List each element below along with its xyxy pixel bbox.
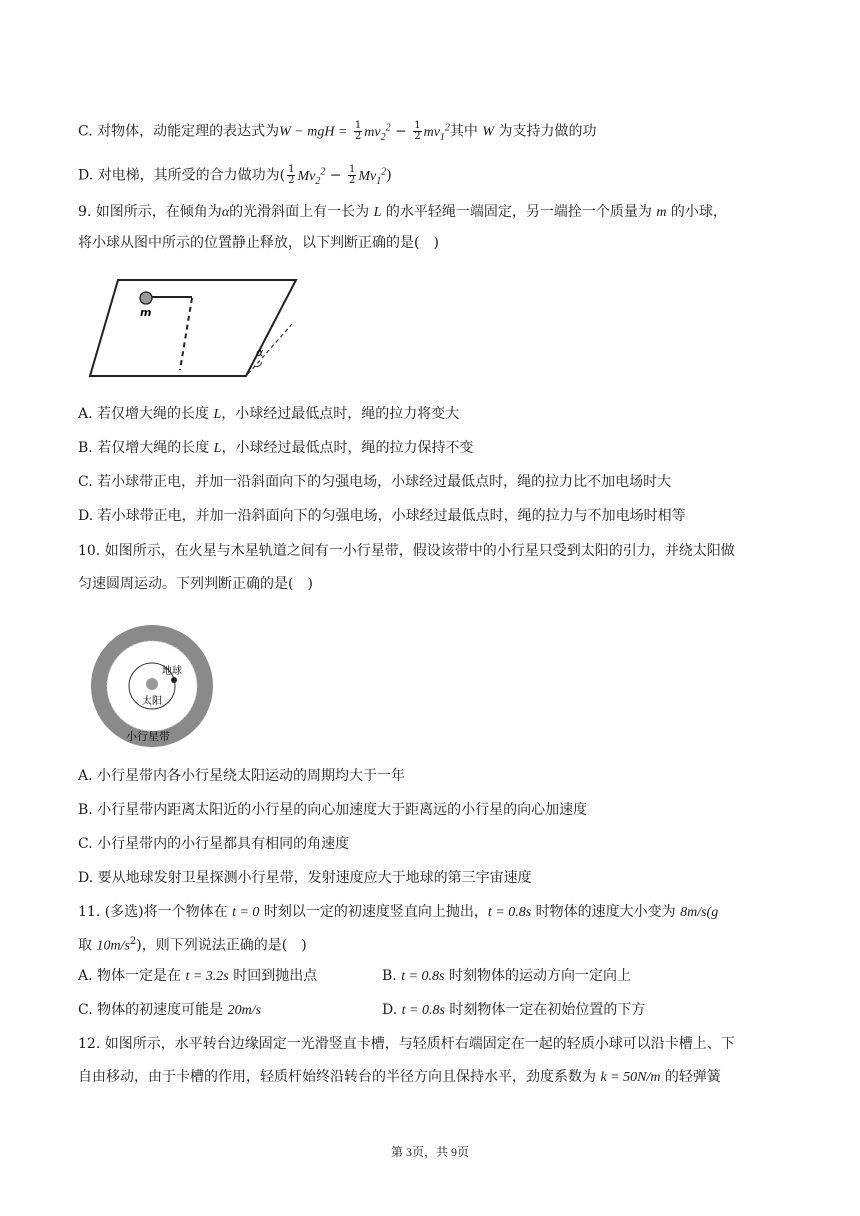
q12-stem-line-2: 自由移动，由于卡槽的作用，轻质杆始终沿转台的半径方向且保持水平，劲度系数为 k = 50N/m 的轻弹簧 xyxy=(78,1069,721,1085)
q9-stem-line-2: 将小球从图中所示的位置静止释放，以下判断正确的是( ) xyxy=(78,235,439,251)
q9-stem-line-1: 9. 如图所示，在倾角为α的光滑斜面上有一长为 L 的水平轻绳一端固定，另一端拴一个质量为 m 的小球， xyxy=(78,204,727,220)
q9-option-a: A. 若仅增大绳的长度 L，小球经过最低点时，绳的拉力将变大 xyxy=(78,406,460,422)
q9-option-b: B. 若仅增大绳的长度 L，小球经过最低点时，绳的拉力保持不变 xyxy=(78,440,474,456)
mass-label: m xyxy=(140,306,152,319)
angle-label: α xyxy=(256,346,264,359)
incline-plane xyxy=(90,280,296,376)
q10-stem-line-2: 匀速圆周运动。下列判断正确的是( ) xyxy=(78,576,313,592)
sun xyxy=(146,678,158,690)
q11-stem-line-2: 取 $10m/s^2$)，则下列说法正确的是( ) xyxy=(78,936,307,954)
q8-option-c: C. 对物体，动能定理的表达式为W − mgH = $\frac{1}{2}$ $mv_2^2$ − $\frac{1}{2}$ $mv_1^2$其中 W 为支持力做的功 xyxy=(78,120,597,143)
q11-stem-line-1: 11. (多选)将一个物体在 t = 0 时刻以一定的初速度竖直向上抛出，t = 0.8s 时物体的速度大小变为 8m/s(g xyxy=(78,904,719,920)
q10-figure xyxy=(90,624,214,748)
q9-figure xyxy=(88,276,298,382)
q10-option-a: A. 小行星带内各小行星绕太阳运动的周期均大于一年 xyxy=(78,768,406,784)
page-number: 第 3页，共 9页 xyxy=(390,1145,469,1159)
q9-option-d: D. 若小球带正电，并加一沿斜面向下的匀强电场，小球经过最低点时，绳的拉力与不加电场时相等 xyxy=(78,508,686,524)
q11-option-d: D. t = 0.8s 时刻物体一定在初始位置的下方 xyxy=(382,1002,646,1018)
sun-label: 太阳 xyxy=(142,696,162,707)
q9-option-c: C. 若小球带正电，并加一沿斜面向下的匀强电场，小球经过最低点时，绳的拉力比不加电场时大 xyxy=(78,474,672,490)
q12-stem-line-1: 12. 如图所示，水平转台边缘固定一光滑竖直卡槽，与轻质杆右端固定在一起的轻质小球可以沿卡槽上、下 xyxy=(78,1036,735,1052)
q10-stem-line-1: 10. 如图所示，在火星与木星轨道之间有一小行星带，假设该带中的小行星只受到太阳的引力，并绕太阳做 xyxy=(78,543,735,559)
q10-option-c: C. 小行星带内的小行星都具有相同的角速度 xyxy=(78,836,350,852)
q10-option-b: B. 小行星带内距离太阳近的小行星的向心加速度大于距离远的小行星的向心加速度 xyxy=(78,802,588,818)
belt-label: 小行星带 xyxy=(126,730,170,743)
ball xyxy=(140,292,152,304)
q8-option-d: D. 对电梯，其所受的合力做功为( $\frac{1}{2}$ $Mv_2^2$ − $\frac{1}{2}$ $Mv_1^2$) xyxy=(78,164,392,187)
earth xyxy=(171,677,177,683)
q11-option-c: C. 物体的初速度可能是 20m/s xyxy=(78,1002,262,1018)
dashed-vertical xyxy=(180,298,192,370)
earth-label: 地球 xyxy=(162,666,182,677)
q10-option-d: D. 要从地球发射卫星探测小行星带，发射速度应大于地球的第三宇宙速度 xyxy=(78,870,532,886)
q11-option-b: B. t = 0.8s 时刻物体的运动方向一定向上 xyxy=(382,968,631,984)
q11-option-a: A. 物体一定是在 t = 3.2s 时回到抛出点 xyxy=(78,968,318,984)
